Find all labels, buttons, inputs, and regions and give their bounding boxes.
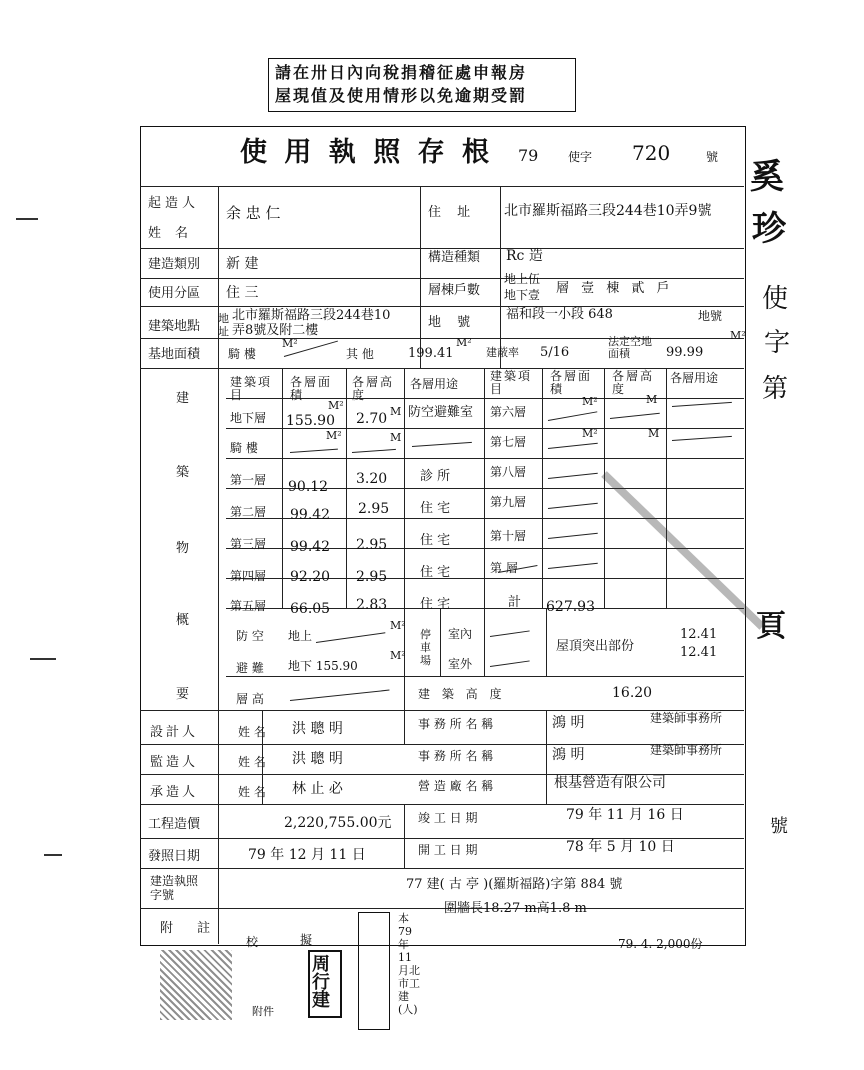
col-header-area: 各層面積 [290,375,333,402]
label-floors-units: 層棟戶數 [428,283,481,298]
unit-m2-r1: M² [326,429,342,442]
notice-line-2: 屋現值及使用情形以免逾期受罰 [275,86,528,105]
area-total: 627.93 [546,599,595,615]
floors-units-rest: 層 壹 棟 貳 戶 [556,281,674,296]
contractor-company: 根基營造有限公司 [554,775,666,791]
label-rooftop: 屋頂突出部份 [556,639,635,654]
col-header-use: 各層用途 [410,377,459,391]
row-3-area: 99.42 [290,507,331,523]
label-building-height: 建 築 高 度 [418,687,506,701]
label-remarks: 附 註 [160,921,221,936]
row-4-floor: 第三層 [230,537,267,551]
label-supervisor-name: 姓 名 [238,755,266,769]
row-6-use: 住 宅 [420,597,451,612]
unit-m-r7a: M [648,427,660,440]
label-structure: 構造種類 [428,250,481,265]
site-location-1: 北市羅斯福路三段244巷10 [232,308,391,323]
row-4-floor2: 第十層 [490,529,527,543]
row-4-area: 99.42 [290,539,331,555]
row-6-floor2: 計 [508,595,522,610]
row-5-floor: 第四層 [230,569,267,583]
label-open-space: 法定空地面積 [608,335,652,360]
label-supervisor: 監造人 [150,755,199,770]
row-1-floor2: 第七層 [490,435,527,449]
rooftop-1: 12.41 [680,627,718,642]
label-floor-height: 層 高 [236,692,264,706]
owner-name: 余 忠 仁 [226,204,281,222]
open-space: 99.99 [666,345,704,360]
label-parking: 停車場 [420,628,431,667]
label-supervisor-firm: 事 務 所 名 稱 [418,749,494,763]
row-6-floor: 第五層 [230,599,267,613]
row-3-floor: 第二層 [230,505,267,519]
permit-no: 77 建( 古 亭 )(羅斯福路)字第 884 號 [406,877,623,892]
unit-m-r6a: M [646,393,658,406]
lot-number: 福和段一小段 648 [506,307,613,322]
row-5-area: 92.20 [290,569,331,585]
vertical-stamp [358,912,390,1030]
label-lot: 地 號 [428,315,477,330]
use-zone: 住 三 [226,285,259,301]
label-designer: 設計人 [150,725,199,740]
label-arcade: 騎 樓 [228,347,256,361]
row-2-height: 3.20 [356,471,388,487]
label-contractor-name: 姓 名 [238,785,266,799]
designer-name: 洪 聰 明 [292,721,343,737]
unit-m-r1: M [390,431,402,444]
shelter-label-2: 避 難 [236,661,264,675]
side-hand-1: 奚 [750,157,784,197]
owner-address: 北市羅斯福路三段244巷10弄9號 [504,203,712,219]
site-area-other: 199.41 [408,346,454,361]
row-3-use: 住 宅 [420,501,451,516]
notice-line-1: 請在卅日內向稅捐稽征處申報房 [275,63,528,82]
start-date: 78 年 5 月 10 日 [566,839,675,855]
col-header-height: 各層高度 [352,375,395,402]
col-header-item-2: 建築項目 [490,369,533,396]
unit-m2-1: M² [282,337,298,350]
label-cost: 工程造價 [148,817,201,832]
above-ground: 地上伍 [504,272,541,286]
label-owner-1: 起造人 [148,196,200,211]
row-4-height: 2.95 [356,537,388,553]
structure-type: Rc 造 [506,248,543,264]
row-5-use: 住 宅 [420,565,451,580]
unit-m2-2: M² [456,336,472,349]
permit-prefix: 使字 [568,150,593,164]
designer-firm: 鴻 明 [552,715,585,731]
below-ground: 地下壹 [504,288,541,302]
row-2-floor2: 第八層 [490,465,527,479]
label-contractor-company: 營 造 廠 名 稱 [418,779,494,793]
shelter-label-1: 防 空 [236,629,264,643]
shelter-below: 地下 155.90 [288,659,358,673]
attach-label: 附件 [252,1005,274,1018]
label-address: 住 址 [428,205,477,220]
permit-suffix: 號 [706,150,719,164]
label-coverage: 建蔽率 [486,346,519,359]
side-hand-2: 珍 [752,209,786,249]
row-5-height: 2.95 [356,569,388,585]
label-use-zone: 使用分區 [148,286,201,301]
unit-m2-r7a: M² [582,427,598,440]
check-label: 校 [246,935,259,949]
row-1-floor: 騎 樓 [230,441,258,455]
label-contractor: 承造人 [150,785,199,800]
designer-firm-suffix: 建築師事務所 [650,711,723,725]
side-hand-3: 使 [762,284,789,314]
label-building-3: 物 [176,541,190,556]
col-header-use-2: 各層用途 [670,371,719,385]
row-3-floor2: 第九層 [490,495,527,509]
unit-m2-r6a: M² [582,395,598,408]
parking-indoor: 室內 [448,627,473,641]
seal-name: 周行建 [312,954,330,1011]
side-hand-6: 頁 [756,609,786,644]
lot-tail: 地號 [698,309,723,323]
remarks: 圍牆長18.27 m高1.8 m [444,901,587,916]
label-building-2: 築 [176,465,190,480]
unit-m2-shelter-2: M² [390,649,406,662]
row-6-height: 2.83 [356,597,388,613]
draft-label: 擬 [300,933,313,947]
row-0-height: 2.70 [356,411,388,427]
permit-number: 720 [632,141,671,165]
side-hand-4: 字 [764,328,791,358]
supervisor-firm: 鴻 明 [552,747,585,763]
row-2-area: 90.12 [288,479,329,495]
row-0-area: 155.90 [286,413,335,429]
label-site-area: 基地面積 [148,347,201,362]
row-0-floor2: 第六層 [490,405,527,419]
label-completion: 竣 工 日 期 [418,811,478,825]
label-building-4: 概 [176,613,190,628]
col-header-height-2: 各層高度 [612,369,655,396]
cost: 2,220,755.00元 [284,815,392,831]
contractor-name: 林 止 必 [292,781,343,797]
label-site-location: 建築地點 [148,319,201,334]
unit-m2-r0: M² [328,399,344,412]
label-issue-date: 發照日期 [148,849,201,864]
row-6-area: 66.05 [290,601,331,617]
building-height: 16.20 [612,685,653,701]
coverage: 5/16 [540,345,570,360]
permit-year: 79 [518,146,539,165]
notice-box [268,58,576,112]
col-header-item: 建築項目 [230,375,273,402]
label-designer-name: 姓 名 [238,725,266,739]
row-5-floor2: 第 層 [490,561,518,575]
label-other: 其 他 [346,347,374,361]
shelter-above: 地上 [288,629,313,643]
row-0-floor: 地下層 [230,411,267,425]
supervisor-firm-suffix: 建築師事務所 [650,743,723,757]
label-designer-firm: 事 務 所 名 稱 [418,717,494,731]
row-0-use: 防空避難室 [408,405,474,420]
unit-m2-shelter-1: M² [390,619,406,632]
site-location-2: 弄8號及附二樓 [232,323,319,338]
row-2-floor: 第一層 [230,473,267,487]
side-hand-7: 號 [770,816,788,837]
side-hand-5: 第 [762,374,789,404]
page-title: 使 用 執 照 存 根 [240,137,493,168]
rooftop-2: 12.41 [680,645,718,660]
issue-date: 79 年 12 月 11 日 [248,847,366,863]
row-2-use: 診 所 [420,469,451,484]
label-owner-2: 姓名 [148,226,203,241]
parking-outdoor: 室外 [448,657,473,671]
label-building-type: 建造類別 [148,257,201,272]
vertical-note: 本79年11月北市工建(人) [398,912,420,1016]
col-header-area-2: 各層面積 [550,369,593,396]
supervisor-name: 洪 聰 明 [292,751,343,767]
completion-date: 79 年 11 月 16 日 [566,807,684,823]
unit-m2-3: M² [730,329,746,342]
label-permit-no: 建造執照字號 [150,874,199,902]
label-start: 開 工 日 期 [418,843,478,857]
label-building-5: 要 [176,687,190,702]
row-3-height: 2.95 [358,501,390,517]
label-building-1: 建 [176,391,190,406]
row-4-use: 住 宅 [420,533,451,548]
building-type: 新 建 [226,256,259,272]
unit-m-r0: M [390,405,402,418]
label-site-addr-side: 地址 [218,312,229,338]
print-note: 79. 4. 2,000份 [618,937,703,951]
